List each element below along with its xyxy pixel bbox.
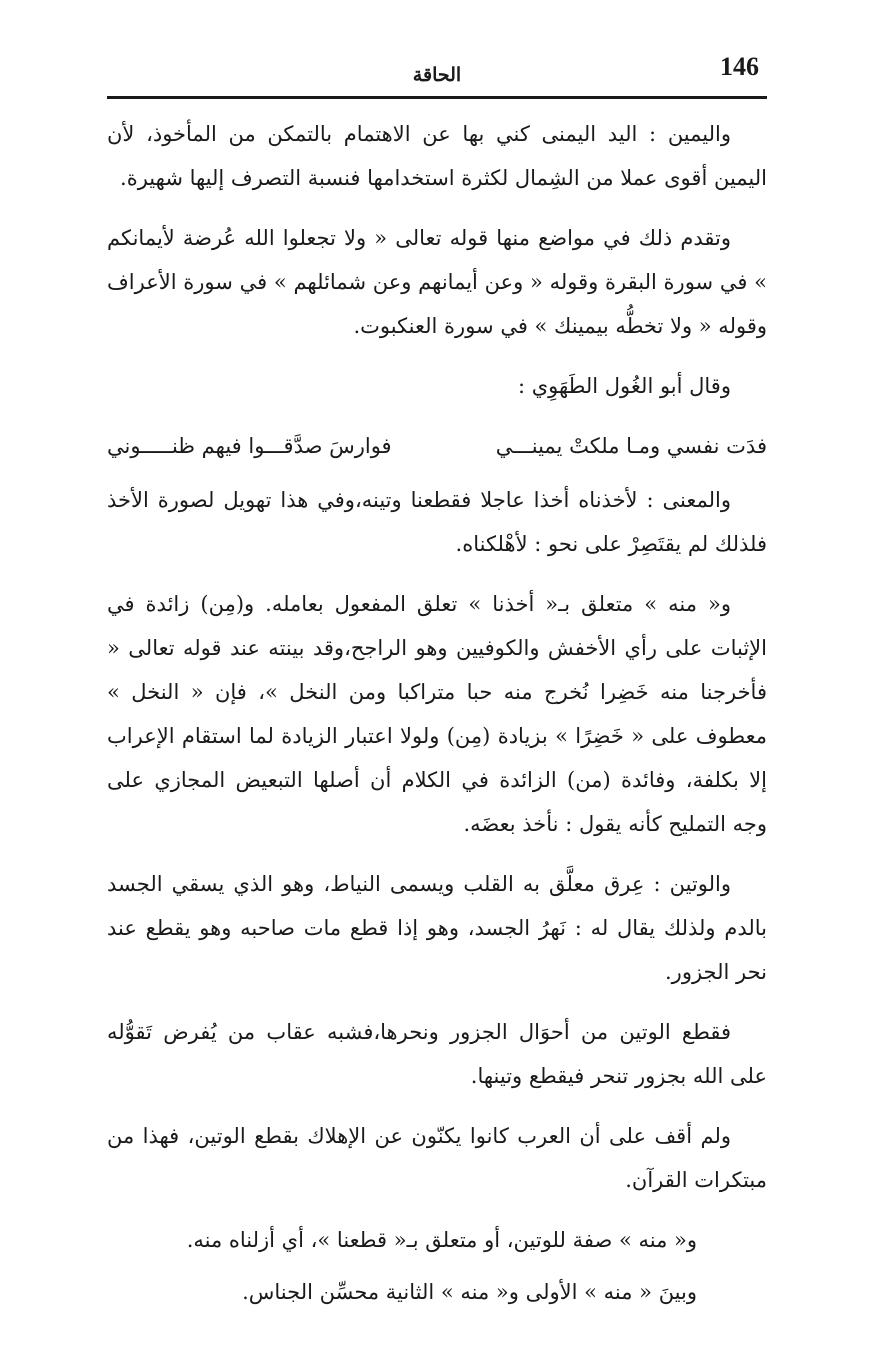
verse-second-hemistich: فوارسَ صدَّقـــوا فيهم ظنـــــوني (107, 434, 392, 458)
running-title: الحاقة (412, 64, 462, 86)
page-body (107, 112, 767, 1322)
header-rule (107, 96, 767, 99)
paragraph-mubtakarat: ولم أقف على أن العرب كانوا يكنّون عن الإهلاك بقطع الوتين، فهذا من مبتكرات القرآن. (107, 1124, 767, 1192)
poetry-verse (107, 424, 767, 468)
page-header (107, 50, 767, 96)
verse-first-hemistich: فدَت نفسي ومـا ملكتْ يمينـــي (495, 434, 767, 458)
paragraph-minhu: و« منه » متعلق بـ« أخذنا » تعلق المفعول بعامله. و(مِن) زائدة في الإثبات على رأي الأخفش والكوفيين وهو الراجح،وقد بينته عند قوله تعالى « فأخرجنا منه خَضِرا نُخرج منه حبا متراكبا ومن النخل »، فإن « النخل » معطوف على « خَضِرًا » بزيادة (مِن) ولولا اعتبار الزيادة لما استقام الإعراب إلا بكلفة، وفائدة (من) الزائدة في الكلام أن أصلها التبعيض المجازي على وجه التمليح كأنه يقول : نأخذ بعضَه. (107, 592, 767, 836)
line-jinas: وبينَ « منه » الأولى و« منه » الثانية محسِّن الجناس. (242, 1280, 697, 1304)
page-number: 146 (720, 52, 759, 81)
paragraph-maana: والمعنى : لأخذناه أخذا عاجلا فقطعنا وتينه،وفي هذا تهويل لصورة الأخذ فلذلك لم يقتَصِرْ على نحو : لأهْلكناه. (107, 488, 767, 556)
paragraph-qat-watin: فقطع الوتين من أحوَال الجزور ونحرها،فشبه عقاب من يُفرض تَقوُّله على الله بجزور تنحر فيقطع وتينها. (107, 1020, 767, 1088)
paragraph-mawadi: وتقدم ذلك في مواضع منها قوله تعالى « ولا تجعلوا الله عُرضة لأيمانكم » في سورة البقرة وقوله « وعن أيمانهم وعن شمائلهم » في سورة الأعراف وقوله « ولا تخطُّه بيمينك » في سورة العنكبوت. (107, 226, 767, 338)
line-minhu-sifa: و« منه » صفة للوتين، أو متعلق بـ« قطعنا »، أي أزلناه منه. (186, 1228, 697, 1252)
paragraph-poet-intro: وقال أبو الغُول الطَهَوِي : (517, 374, 731, 398)
paragraph-yamin: واليمين : اليد اليمنى كني بها عن الاهتمام بالتمكن من المأخوذ، لأن اليمين أقوى عملا من الشِمال لكثرة استخدامها فنسبة التصرف إليها شهيرة. (107, 122, 767, 190)
paragraph-watin: والوتين : عِرق معلَّق به القلب ويسمى النياط، وهو الذي يسقي الجسد بالدم ولذلك يقال له : نَهرُ الجسد، وهو إذا قطع مات صاحبه وهو يقطع عند نحر الجزور. (107, 872, 767, 984)
